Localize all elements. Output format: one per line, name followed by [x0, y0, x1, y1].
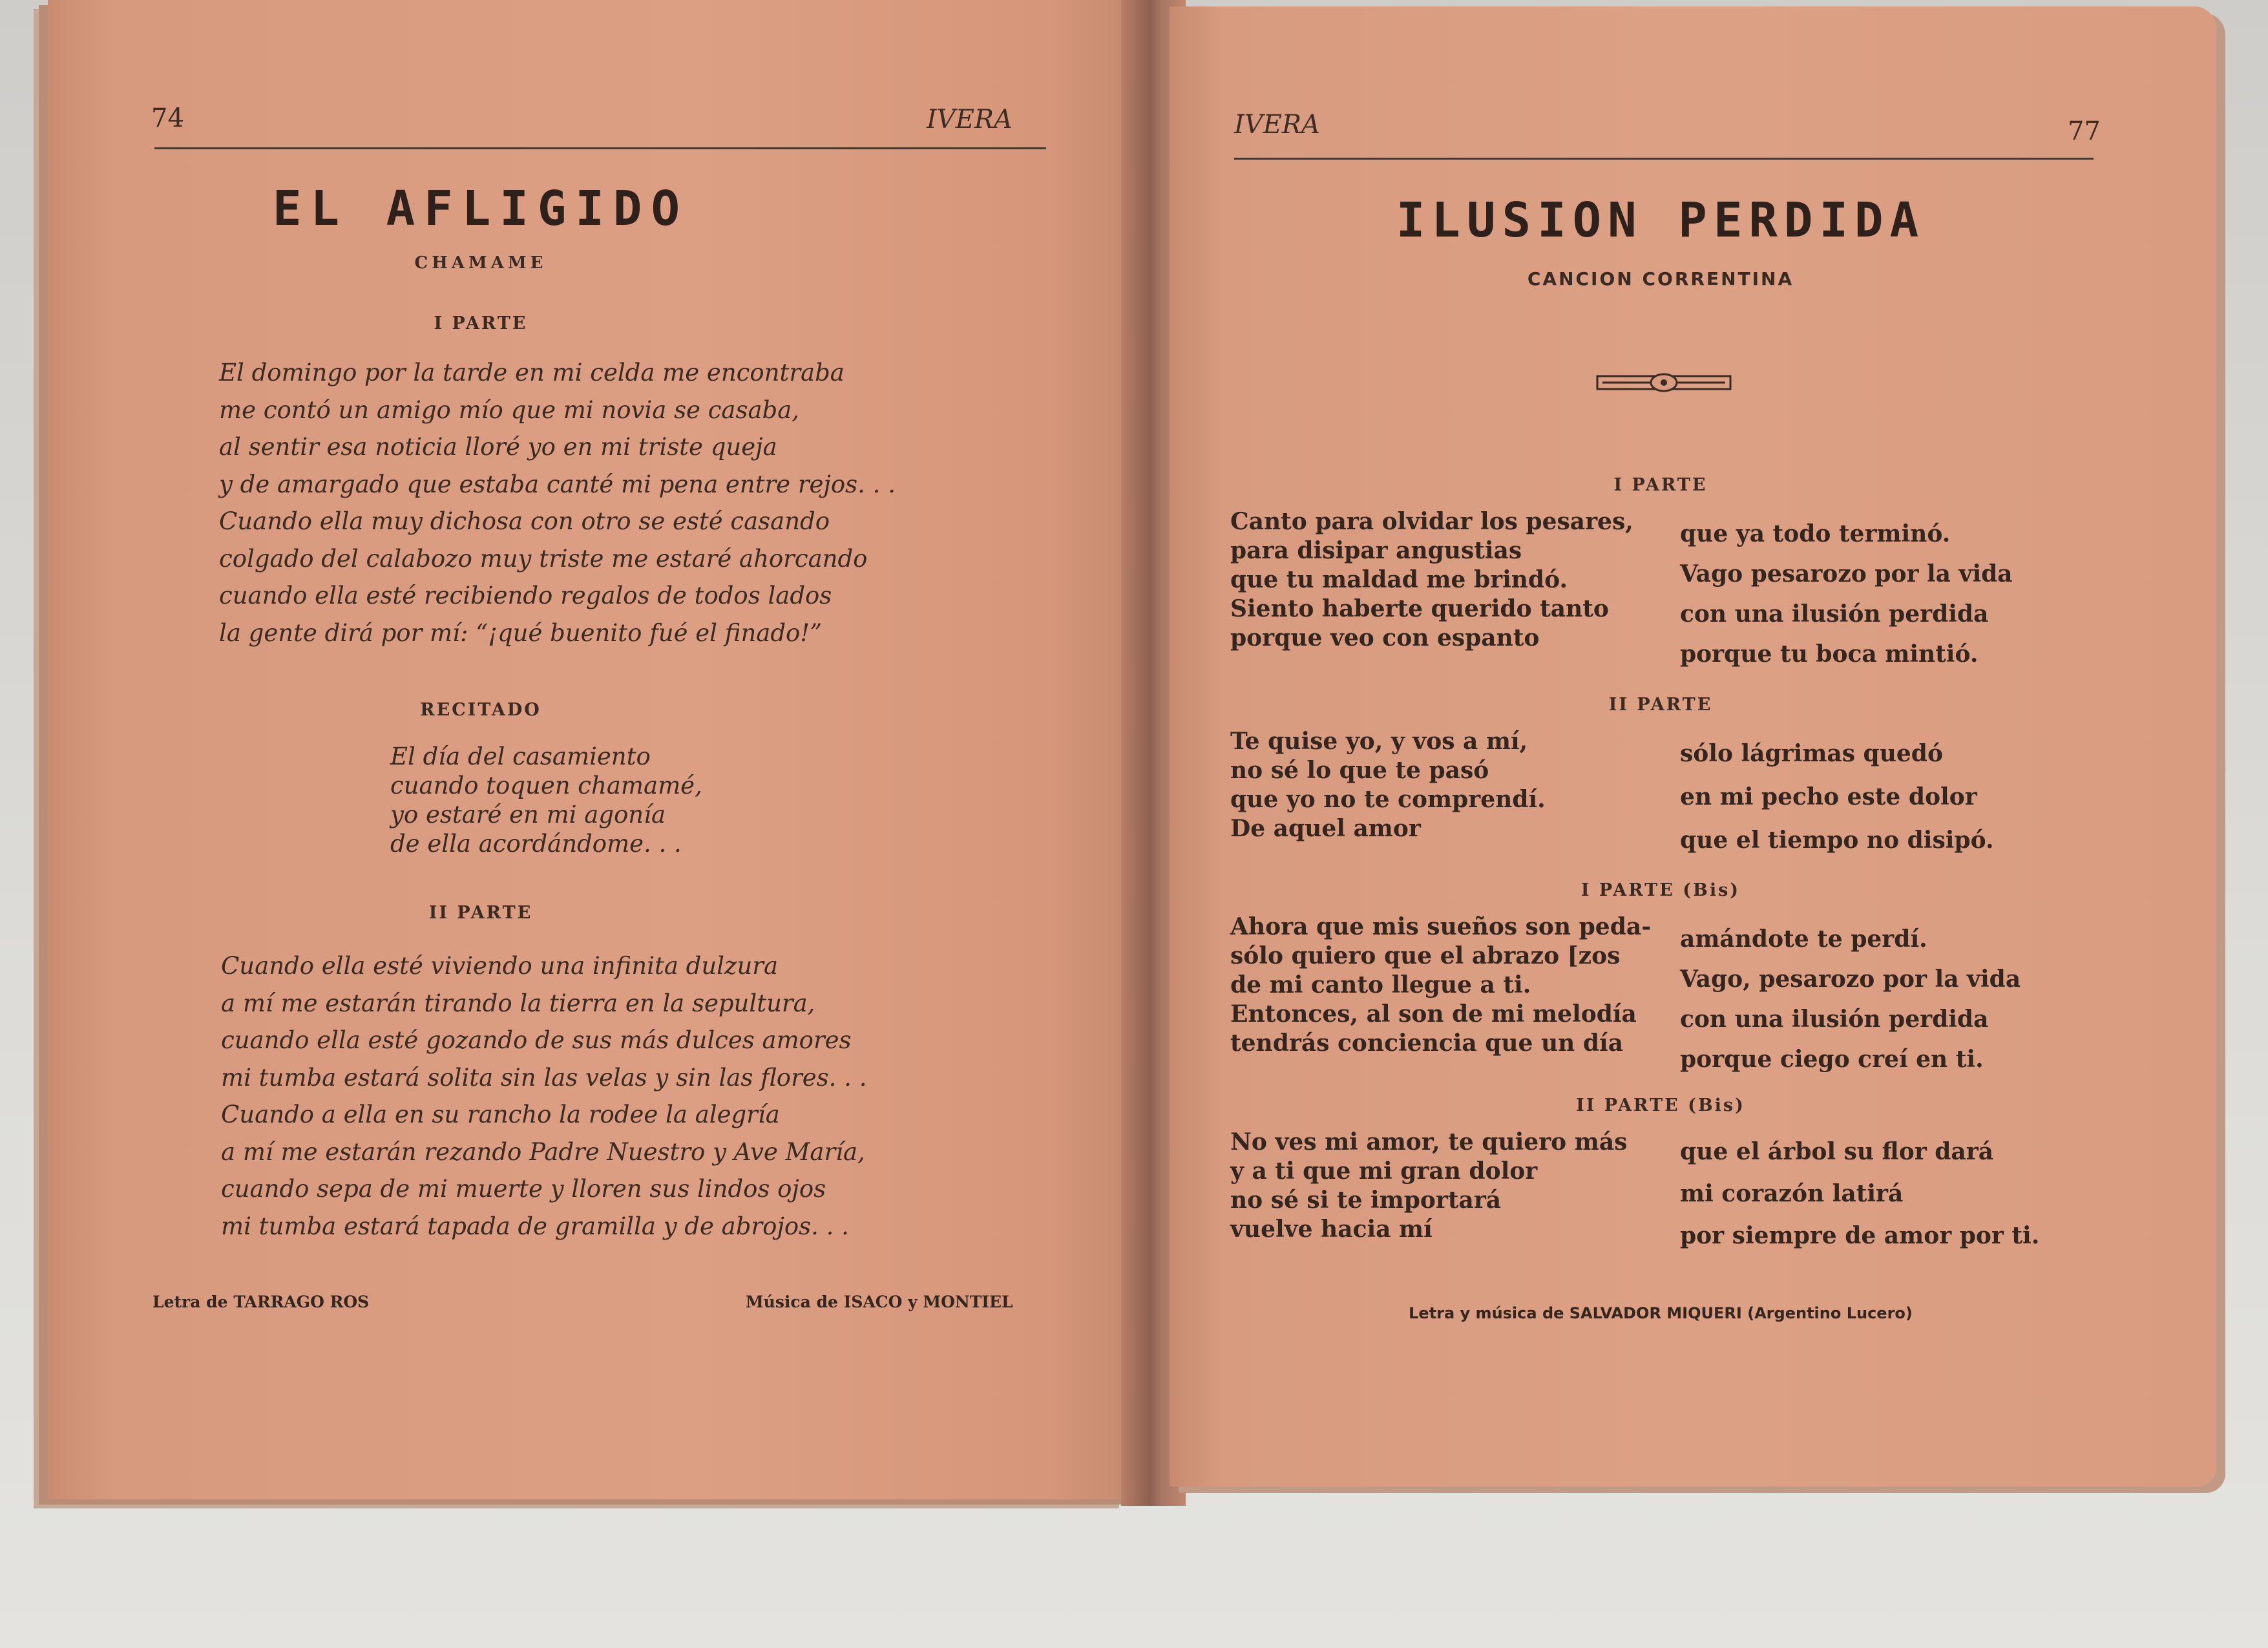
verse-line: Cuando a ella en su rancho la rodee la alegría — [221, 1101, 780, 1128]
verse-line: mi corazón latirá — [1680, 1180, 1904, 1207]
recitado-verse — [390, 742, 702, 858]
right-section-4-right-column — [1680, 1131, 2039, 1257]
verse-line: mi tumba estará solita sin las velas y sin las flores. . . — [221, 1063, 867, 1092]
verse-line: en mi pecho este dolor — [1680, 783, 1977, 810]
left-page-number: 74 — [151, 103, 184, 133]
verse-line: la gente dirá por mí: “¡qué buenito fué el finado!” — [219, 618, 823, 647]
verse-line: No ves mi amor, te quiero más — [1230, 1128, 1628, 1156]
right-header-rule — [1234, 158, 2094, 160]
verse-line: porque tu boca mintió. — [1680, 640, 1979, 668]
verse-line: El día del casamiento — [390, 743, 651, 770]
verse-line: cuando sepa de mi muerte y lloren sus lindos ojos — [221, 1175, 826, 1203]
left-part1-label: I PARTE — [434, 313, 528, 333]
verse-line: El domingo por la tarde en mi celda me encontraba — [219, 359, 845, 386]
right-running-head: IVERA — [1234, 110, 1320, 140]
verse-line: de ella acordándome. . . — [390, 830, 682, 858]
verse-line: a mí me estarán rezando Padre Nuestro y Ave María, — [221, 1137, 865, 1166]
verse-line: por siempre de amor por ti. — [1680, 1222, 2040, 1249]
verse-line: no sé si te importará — [1230, 1187, 1502, 1214]
verse-line: de mi canto llegue a ti. — [1230, 971, 1531, 998]
verse-line: Te quise yo, y vos a mí, — [1230, 728, 1528, 755]
verse-line: cuando ella esté gozando de sus más dulces amores — [221, 1026, 852, 1054]
verse-line: que yo no te comprendí. — [1230, 786, 1546, 813]
recitado-label: RECITADO — [420, 700, 541, 720]
verse-line: que ya todo terminó. — [1680, 520, 1951, 547]
left-credit-lyrics: Letra de TARRAGO ROS — [152, 1293, 370, 1311]
verse-line: cuando ella esté recibiendo regalos de todos lados — [219, 582, 832, 609]
verse-line: porque veo con espanto — [1230, 624, 1540, 651]
left-part2-label: II PARTE — [428, 903, 533, 923]
left-part2-verse — [221, 947, 866, 1245]
left-header-rule — [154, 147, 1046, 149]
verse-line: colgado del calabozo muy triste me estaré ahorcando — [219, 544, 868, 573]
verse-line: y a ti que mi gran dolor — [1230, 1157, 1538, 1185]
verse-line: De aquel amor — [1230, 815, 1421, 842]
left-song-title: EL AFLIGIDO — [272, 181, 689, 237]
verse-line: Entonces, al son de mi melodía — [1230, 1000, 1637, 1028]
verse-line: tendrás conciencia que un día — [1230, 1030, 1624, 1057]
verse-line: no sé lo que te pasó — [1230, 757, 1489, 784]
verse-line: que tu maldad me brindó. — [1230, 566, 1568, 593]
verse-line: a mí me estarán tirando la tierra en la sepultura, — [221, 989, 815, 1017]
verse-line: Cuando ella esté viviendo una infinita dulzura — [221, 952, 779, 980]
left-running-head: IVERA — [927, 105, 1013, 134]
right-section-3-label: I PARTE (Bis) — [1580, 880, 1741, 900]
verse-line: amándote te perdí. — [1680, 925, 1927, 953]
right-credit: Letra y música de SALVADOR MIQUERI (Argentino Lucero) — [1409, 1304, 1913, 1322]
verse-line: vuelve hacia mí — [1230, 1216, 1433, 1243]
right-page — [1170, 6, 2216, 1486]
verse-line: sólo quiero que el abrazo [zos — [1230, 942, 1621, 969]
verse-line: con una ilusión perdida — [1680, 1006, 1989, 1033]
scroll-ornament-icon — [1596, 368, 1732, 397]
verse-line: Vago, pesarozo por la vida — [1680, 966, 2021, 993]
verse-line: me contó un amigo mío que mi novia se casaba, — [219, 396, 800, 424]
left-credit-music: Música de ISACO y MONTIEL — [746, 1293, 1013, 1311]
right-section-1-right-column — [1680, 514, 2013, 674]
verse-line: Canto para olvidar los pesares, — [1230, 508, 1633, 535]
right-section-4-label: II PARTE (Bis) — [1576, 1095, 1745, 1115]
verse-line: con una ilusión perdida — [1680, 600, 1989, 628]
right-section-3-right-column — [1680, 919, 2021, 1079]
right-page-number: 77 — [2068, 116, 2101, 146]
verse-line: que el árbol su flor dará — [1680, 1138, 1994, 1165]
verse-line: y de amargado que estaba canté mi pena entre rejos. . . — [219, 470, 896, 498]
verse-line: Vago pesarozo por la vida — [1680, 560, 2013, 587]
verse-line: cuando toquen chamamé, — [390, 772, 702, 799]
right-section-4-left-column — [1230, 1128, 1627, 1244]
verse-line: para disipar angustias — [1230, 537, 1522, 564]
verse-line: mi tumba estará tapada de gramilla y de abrojos. . . — [221, 1212, 849, 1240]
left-song-genre: CHAMAME — [414, 253, 547, 273]
verse-line: sólo lágrimas quedó — [1680, 740, 1943, 767]
verse-line: porque ciego creí en ti. — [1680, 1046, 1984, 1073]
right-song-title: ILUSION PERDIDA — [1396, 193, 1926, 248]
right-section-1-label: I PARTE — [1613, 475, 1708, 495]
left-page — [48, 0, 1133, 1499]
verse-line: yo estaré en mi agonía — [390, 801, 666, 829]
verse-line: Siento haberte querido tanto — [1230, 595, 1609, 622]
right-section-1-left-column — [1230, 507, 1633, 653]
right-section-2-label: II PARTE — [1608, 695, 1713, 715]
right-section-3-left-column — [1230, 913, 1651, 1058]
verse-line: Cuando ella muy dichosa con otro se esté casando — [219, 507, 830, 535]
verse-line: al sentir esa noticia lloré yo en mi triste queja — [219, 433, 777, 461]
right-section-2-right-column — [1680, 732, 1994, 862]
left-part1-verse — [219, 354, 896, 651]
verse-line: Ahora que mis sueños son peda- — [1230, 913, 1652, 940]
verse-line: que el tiempo no disipó. — [1680, 827, 1994, 854]
right-song-genre: CANCION CORRENTINA — [1527, 268, 1794, 290]
right-section-2-left-column — [1230, 727, 1546, 843]
